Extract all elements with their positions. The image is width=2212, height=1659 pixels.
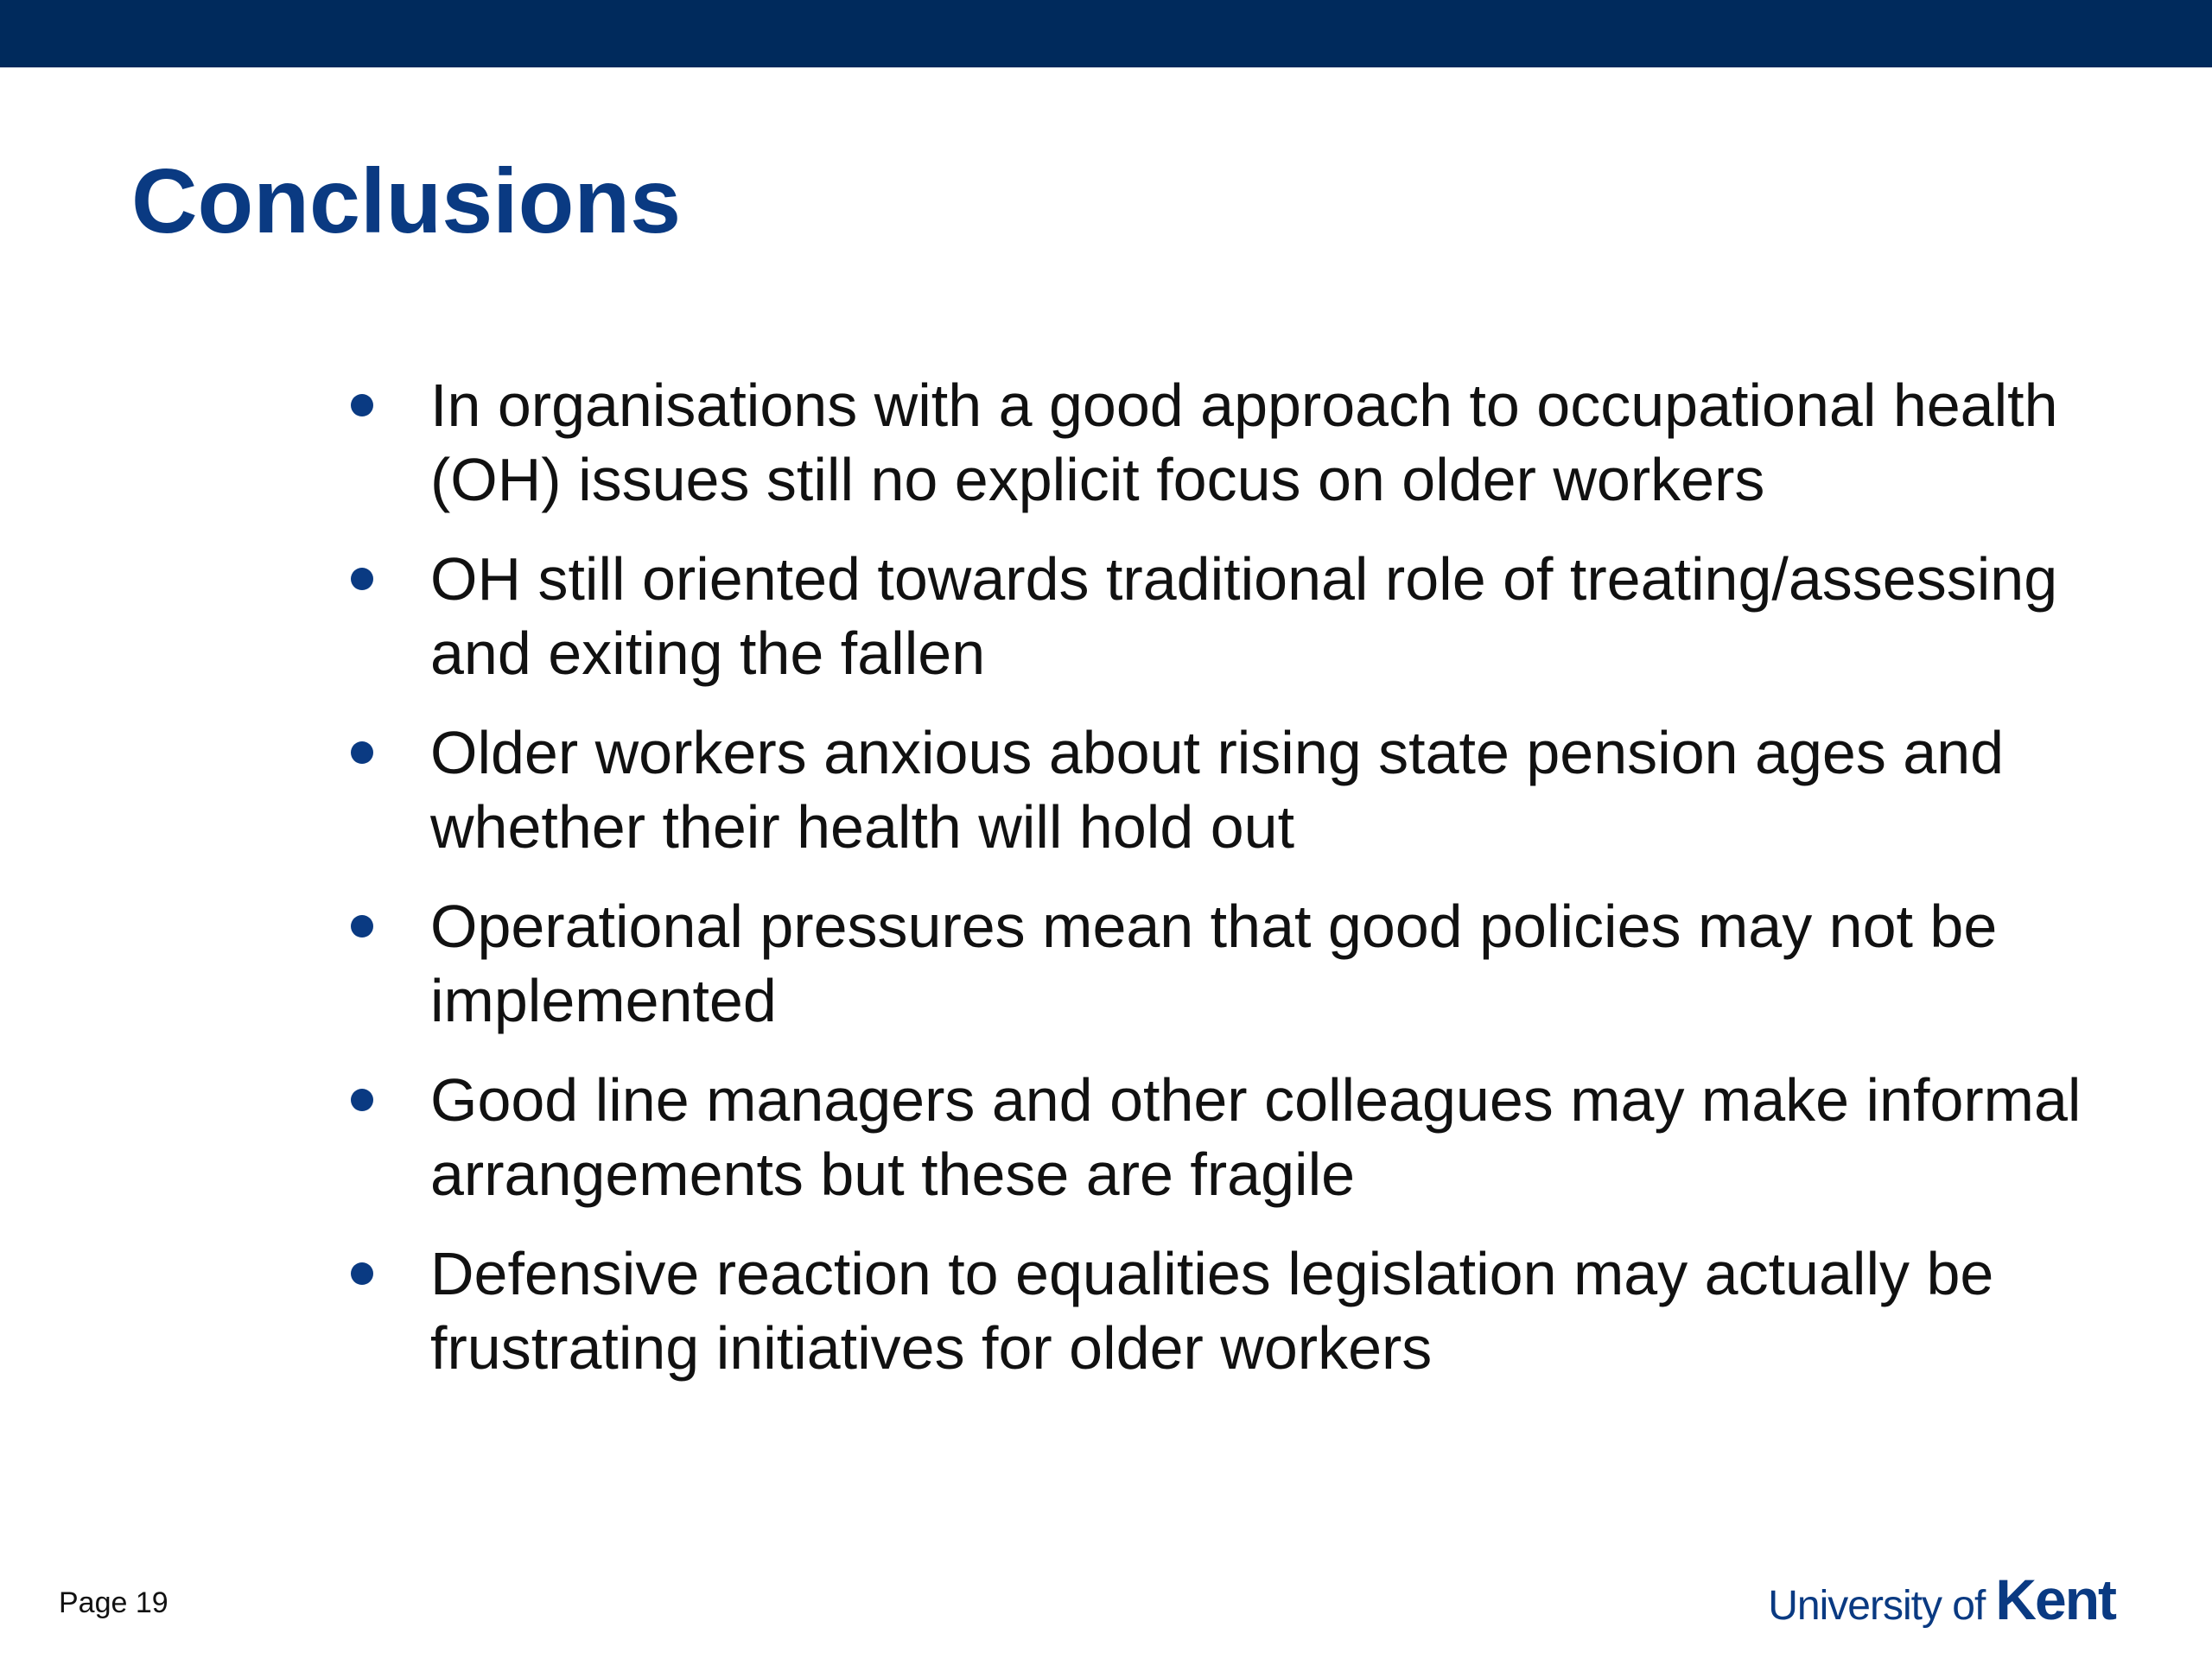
bullet-item: [346, 715, 2108, 864]
logo-kent-text: Kent: [1995, 1567, 2115, 1631]
bullet-item: [346, 368, 2108, 517]
bullet-icon: [351, 568, 373, 590]
bullet-text: In organisations with a good approach to occupational health (OH) issues still no explicit focus on older workers: [430, 372, 2058, 513]
bullet-list: [346, 368, 2108, 1410]
bullet-item: [346, 889, 2108, 1038]
bullet-item: [346, 1236, 2108, 1385]
bullet-text: Defensive reaction to equalities legislation may actually be frustrating initiatives for older workers: [430, 1240, 1994, 1382]
bullet-icon: [351, 1089, 373, 1111]
page-number: Page 19: [59, 1586, 168, 1619]
university-logo: [1768, 1567, 2115, 1631]
bullet-text: Good line managers and other colleagues may make informal arrangements but these are fragile: [430, 1066, 2082, 1208]
header-bar: [0, 0, 2212, 67]
bullet-icon: [351, 915, 373, 938]
slide-title: Conclusions: [131, 150, 682, 252]
bullet-item: [346, 1063, 2108, 1211]
bullet-text: Operational pressures mean that good policies may not be implemented: [430, 893, 1998, 1034]
logo-university-text: University of: [1768, 1583, 1986, 1629]
bullet-icon: [351, 1262, 373, 1285]
bullet-icon: [351, 741, 373, 764]
bullet-item: [346, 542, 2108, 690]
bullet-icon: [351, 394, 373, 416]
bullet-text: OH still oriented towards traditional role of treating/assessing and exiting the fallen: [430, 545, 2058, 687]
bullet-text: Older workers anxious about rising state pension ages and whether their health will hold out: [430, 719, 2005, 861]
